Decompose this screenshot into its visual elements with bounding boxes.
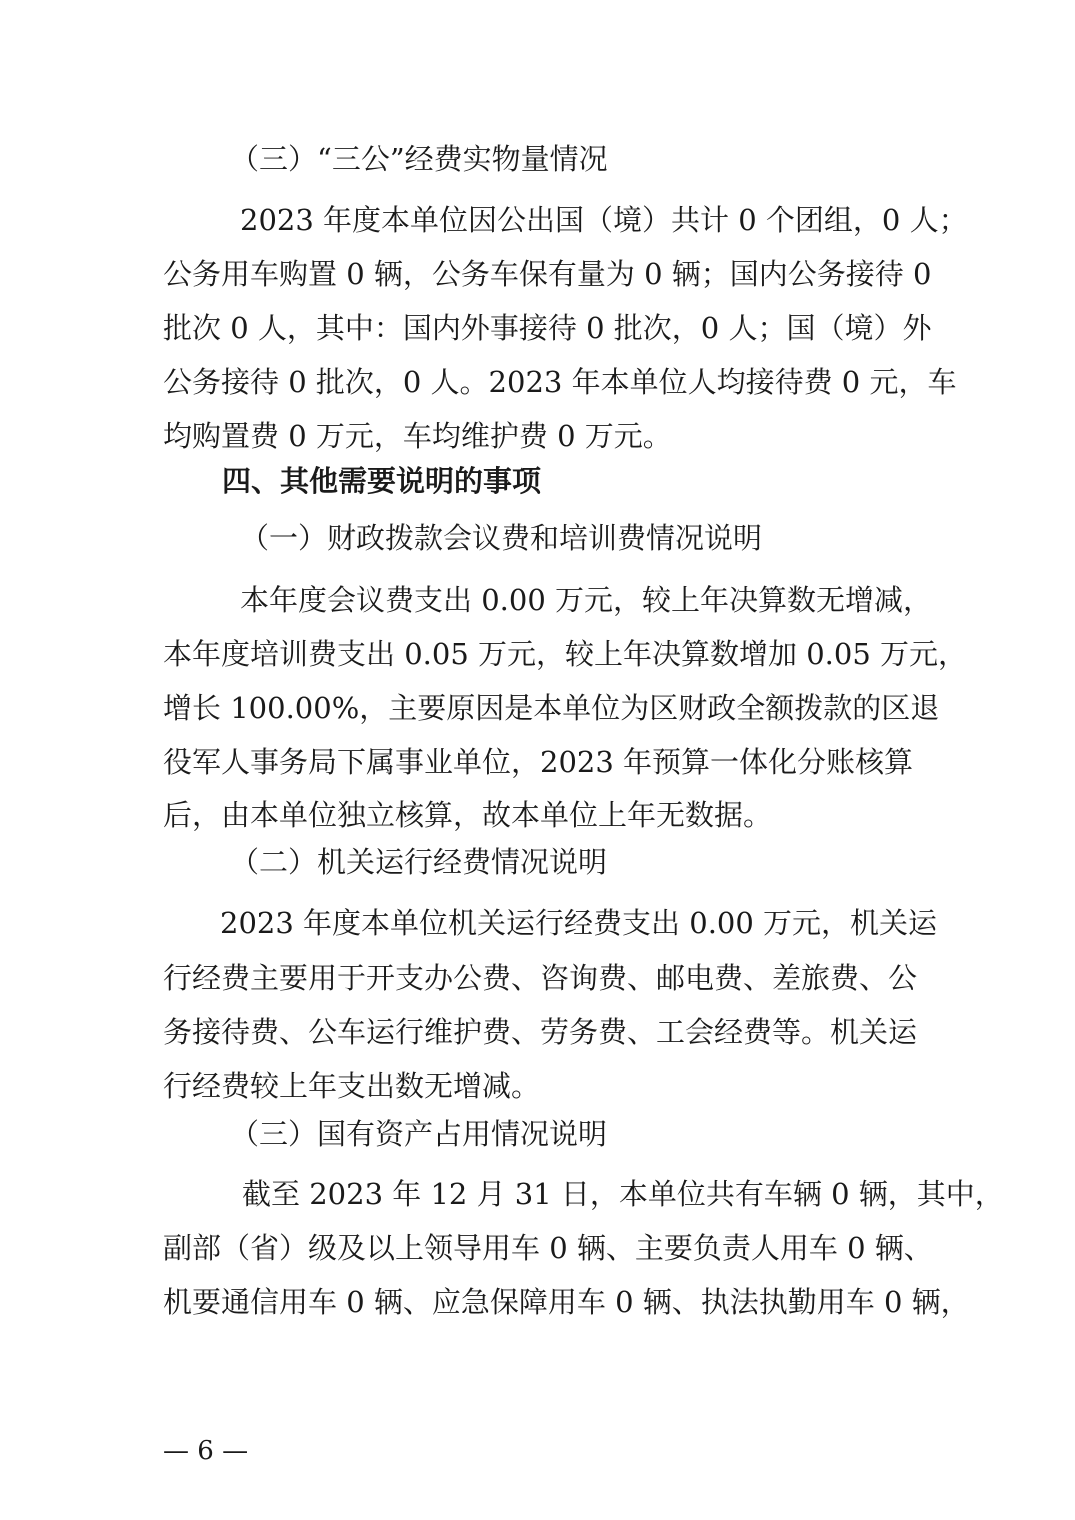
paragraph-line: 均购置费 0 万元，车均维护费 0 万元。 xyxy=(163,419,672,453)
paragraph-line: 增长 100.00%，主要原因是本单位为区财政全额拨款的区退 xyxy=(163,691,940,725)
paragraph-line: 公务用车购置 0 辆，公务车保有量为 0 辆；国内公务接待 0 xyxy=(163,257,932,291)
paragraph-line: 本年度培训费支出 0.05 万元，较上年决算数增加 0.05 万元， xyxy=(163,637,968,671)
paragraph-line: 2023 年度本单位因公出国（境）共计 0 个团组，0 人； xyxy=(240,203,968,237)
paragraph-line: 公务接待 0 批次，0 人。2023 年本单位人均接待费 0 元，车 xyxy=(163,365,957,399)
subsection-heading: （三）国有资产占用情况说明 xyxy=(230,1117,608,1151)
subsection-heading: （二）机关运行经费情况说明 xyxy=(230,845,608,879)
paragraph-line: 机要通信用车 0 辆、应急保障用车 0 辆、执法执勤用车 0 辆， xyxy=(163,1285,970,1319)
section-heading: 四、其他需要说明的事项 xyxy=(222,464,542,498)
paragraph-line: 副部（省）级及以上领导用车 0 辆、主要负责人用车 0 辆、 xyxy=(163,1231,933,1265)
heading-san-gong: （三）“三公”经费实物量情况 xyxy=(230,142,608,176)
page-number: — 6 — xyxy=(163,1436,249,1466)
paragraph-line: 截至 2023 年 12 月 31 日，本单位共有车辆 0 辆，其中， xyxy=(242,1177,1004,1211)
paragraph-line: 后，由本单位独立核算，故本单位上年无数据。 xyxy=(163,798,773,832)
paragraph-line: 2023 年度本单位机关运行经费支出 0.00 万元，机关运 xyxy=(220,906,938,940)
paragraph-line: 行经费主要用于开支办公费、咨询费、邮电费、差旅费、公 xyxy=(163,961,918,995)
paragraph-line: 役军人事务局下属事业单位，2023 年预算一体化分账核算 xyxy=(163,745,914,779)
paragraph-line: 本年度会议费支出 0.00 万元，较上年决算数无增减， xyxy=(240,583,933,617)
subsection-heading: （一）财政拨款会议费和培训费情况说明 xyxy=(240,521,763,555)
paragraph-line: 批次 0 人，其中：国内外事接待 0 批次，0 人；国（境）外 xyxy=(163,311,932,345)
paragraph-line: 行经费较上年支出数无增减。 xyxy=(163,1069,541,1103)
paragraph-line: 务接待费、公车运行维护费、劳务费、工会经费等。机关运 xyxy=(163,1015,918,1049)
